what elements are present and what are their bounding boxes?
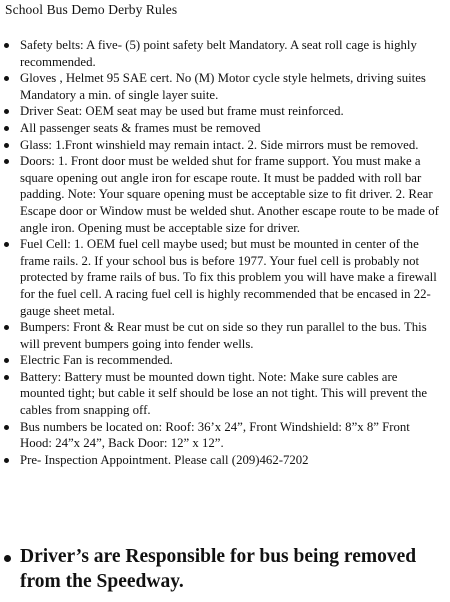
rule-text: Electric Fan is recommended.: [20, 353, 173, 368]
rule-text: Fuel Cell: 1. OEM fuel cell maybe used; but must be mounted in center of the frame rails. 2. If your school bus is before 1977. Your fuel cell is probably not protected by frame rails of bus. To fix this problem you will have make a firewall for the fuel cell. A racing fuel cell is highly recommended that be encased in 22-gauge sheet metal.: [20, 237, 437, 318]
final-notice: [0, 544, 450, 594]
rule-safety-belts: [0, 37, 450, 70]
rule-electric-fan: [0, 352, 450, 369]
bullet-icon: [4, 375, 9, 380]
rule-gloves-helmet: [0, 70, 450, 103]
rule-text: Bumpers: Front & Rear must be cut on side so they run parallel to the bus. This will prevent bumpers going into fender wells.: [20, 320, 427, 351]
bullet-icon: [4, 43, 9, 48]
rule-bus-numbers: [0, 419, 450, 452]
final-notice-text: Driver’s are Responsible for bus being removed from the Speedway.: [20, 546, 417, 592]
rule-text: All passenger seats & frames must be removed: [20, 120, 261, 135]
bullet-icon: [4, 143, 9, 148]
rule-passenger-seats: [0, 120, 450, 137]
bullet-icon: [4, 325, 9, 330]
bullet-icon: [4, 458, 9, 463]
rule-text: Bus numbers be located on: Roof: 36’x 24”, Front Windshield: 8”x 8” Front Hood: 24”x 24”, Back Door: 12” x 12”.: [20, 419, 410, 451]
rule-text: Battery: Battery must be mounted down tight. Note: Make sure cables are mounted tight; but cable it self should be lose an not tight. This will prevent the cables from snapping off.: [20, 369, 428, 418]
rule-text: Pre- Inspection Appointment. Please call (209)462-7202: [20, 452, 309, 467]
rule-battery: [0, 369, 450, 419]
bullet-icon: [4, 425, 9, 430]
rule-doors: [0, 153, 450, 236]
rule-fuel-cell: [0, 236, 450, 319]
bullet-icon: [4, 159, 9, 164]
rules-list: [0, 37, 450, 468]
document-title: School Bus Demo Derby Rules: [5, 2, 178, 17]
rule-pre-inspection: [0, 452, 450, 469]
rule-glass: [0, 137, 450, 154]
rule-bumpers: [0, 319, 450, 352]
rule-text: Driver Seat: OEM seat may be used but frame must reinforced.: [20, 104, 344, 119]
bullet-icon: [4, 76, 9, 81]
bullet-icon: [4, 358, 9, 363]
bullet-icon: [4, 242, 9, 247]
rule-text: Doors: 1. Front door must be welded shut for frame support. You must make a square opening out angle iron for escape route. It must be padded with roll bar padding. Note: Your square opening must be acceptable size to fit driver. 2. Rear Escape door or Window must be welded shut. Another escape route to be made of angle iron. Opening must be acceptable size for driver.: [20, 154, 439, 235]
rule-driver-seat: [0, 103, 450, 120]
bullet-icon: [4, 126, 9, 131]
bullet-icon: [4, 109, 9, 114]
rule-text: Gloves , Helmet 95 SAE cert. No (M) Motor cycle style helmets, driving suites Mandatory a min. of single layer suite.: [20, 71, 426, 102]
rule-text: Safety belts: A five- (5) point safety belt Mandatory. A seat roll cage is highly recommended.: [20, 38, 417, 69]
bullet-icon: [4, 555, 11, 562]
rule-text: Glass: 1.Front winshield may remain intact. 2. Side mirrors must be removed.: [20, 137, 419, 152]
